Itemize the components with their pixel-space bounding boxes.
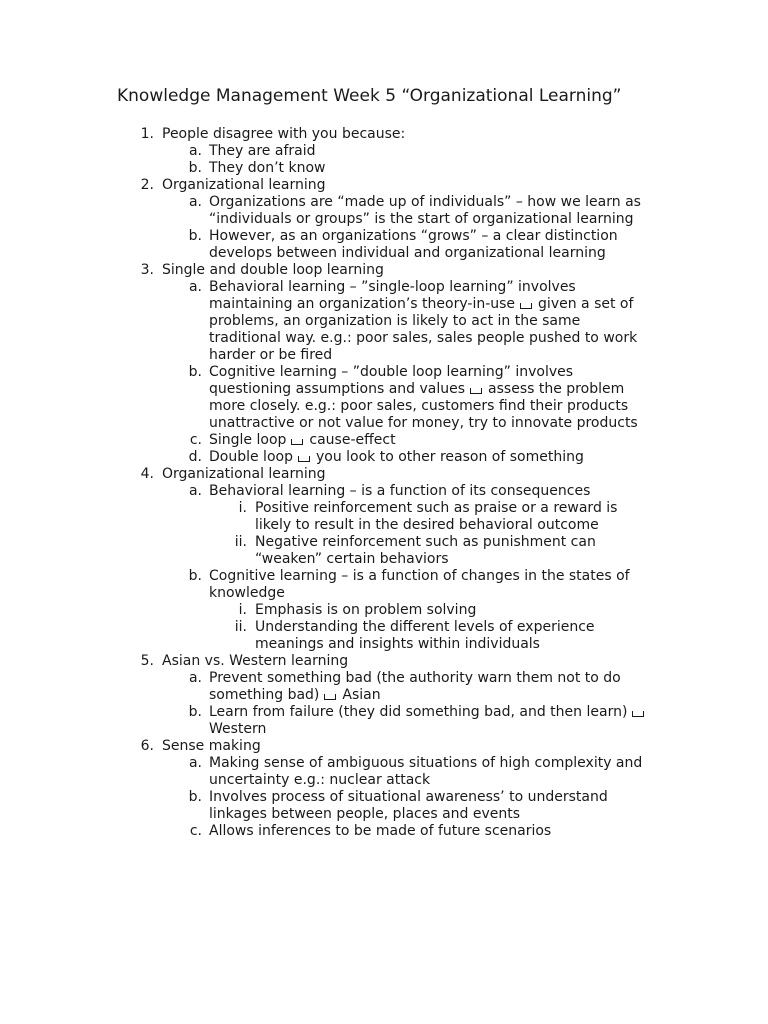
list-marker: ii. [234,619,247,635]
arrow-icon [324,694,336,700]
list-marker: a. [188,755,202,771]
arrow-icon [520,303,532,309]
list-item-text: Emphasis is on problem solving [255,602,477,618]
list-item-text: Making sense of ambiguous situations of high complexity and uncertainty e.g.: nuclear attack [209,755,643,788]
text-before: Single loop [209,432,287,448]
list-item-text [209,449,654,466]
text-after: Western [209,721,267,737]
list-item-text: However, as an organizations “grows” – a clear distinction develops between individual and organizational learning [209,228,618,261]
list-marker: b. [188,789,202,805]
list-marker: 4. [140,466,154,482]
list-item [0,653,768,670]
list-marker: a. [188,670,202,686]
list-marker: ii. [234,534,247,550]
list-item [0,160,768,177]
text-after: cause-effect [309,432,396,448]
list-marker: b. [188,228,202,244]
list-marker: c. [189,432,202,448]
list-marker: 6. [140,738,154,754]
list-item-text: People disagree with you because: [162,126,406,142]
list-item-text: Organizational learning [162,466,326,482]
list-item [0,177,768,194]
list-marker: a. [188,194,202,210]
list-item [0,364,768,432]
page-title: Knowledge Management Week 5 “Organizational Learning” [117,86,622,106]
list-marker: b. [188,160,202,176]
list-item-text: Involves process of situational awareness’ to understand linkages between people, places and events [209,789,608,822]
arrow-icon [291,439,303,445]
arrow-icon [632,711,644,717]
list-marker: b. [188,568,202,584]
list-item-text: Cognitive learning – is a function of changes in the states of knowledge [209,568,630,601]
list-marker: b. [188,704,202,720]
list-item [0,619,768,653]
list-item [0,194,768,228]
list-item [0,534,768,568]
list-item [0,279,768,364]
text-before: Cognitive learning – ”double loop learning” involves questioning assumptions and values [209,364,574,397]
list-item [0,449,768,466]
list-marker: i. [238,602,247,618]
list-item [0,738,768,755]
list-item-text [209,704,654,738]
list-marker: a. [188,279,202,295]
list-item [0,789,768,823]
list-item [0,483,768,500]
list-marker: b. [188,364,202,380]
list-item [0,228,768,262]
list-item [0,823,768,840]
text-after: assess the problem more closely. e.g.: poor sales, customers find their products unattractive or not value for money, try to innovate products [209,381,638,431]
list-item [0,262,768,279]
list-item [0,602,768,619]
list-item [0,466,768,483]
list-item-text [209,364,654,432]
text-before: Learn from failure (they did something bad, and then learn) [209,704,628,720]
list-marker: 5. [140,653,154,669]
list-marker: d. [188,449,202,465]
list-marker: 1. [140,126,154,142]
list-item-text: Sense making [162,738,261,754]
outline-list [0,126,768,840]
arrow-icon [298,456,310,462]
list-item-text: Negative reinforcement such as punishment can “weaken” certain behaviors [255,534,596,567]
list-item-text: Asian vs. Western learning [162,653,349,669]
arrow-icon [470,388,482,394]
text-before: Prevent something bad (the authority warn them not to do something bad) [209,670,621,703]
text-after: given a set of problems, an organization is likely to act in the same traditional way. e.g.: poor sales, sales people pushed to work harder or be fired [209,296,638,363]
list-marker: 3. [140,262,154,278]
list-item-text [209,279,654,364]
list-item-text: Single and double loop learning [162,262,384,278]
list-item [0,432,768,449]
text-before: Behavioral learning – ”single-loop learning” involves maintaining an organization’s theory-in-use [209,279,576,312]
list-marker: c. [189,823,202,839]
list-item-text: Understanding the different levels of experience meanings and insights within individuals [255,619,595,652]
list-item-text: Organizational learning [162,177,326,193]
list-item [0,143,768,160]
text-after: you look to other reason of something [315,449,584,465]
list-item-text: Allows inferences to be made of future scenarios [209,823,552,839]
list-item [0,704,768,738]
list-marker: 2. [140,177,154,193]
list-item-text: Positive reinforcement such as praise or a reward is likely to result in the desired behavioral outcome [255,500,618,533]
list-item [0,670,768,704]
list-item-text [209,432,654,449]
list-marker: a. [188,143,202,159]
list-item [0,568,768,602]
list-item-text: They are afraid [209,143,316,159]
list-item-text: Organizations are “made up of individuals” – how we learn as “individuals or groups” is the start of organizational learning [209,194,641,227]
text-after: Asian [342,687,381,703]
list-item [0,500,768,534]
list-item-text: They don’t know [209,160,326,176]
list-item [0,755,768,789]
list-marker: a. [188,483,202,499]
text-before: Double loop [209,449,293,465]
list-item-text: Behavioral learning – is a function of its consequences [209,483,591,499]
list-item [0,126,768,143]
list-item-text [209,670,654,704]
list-marker: i. [238,500,247,516]
